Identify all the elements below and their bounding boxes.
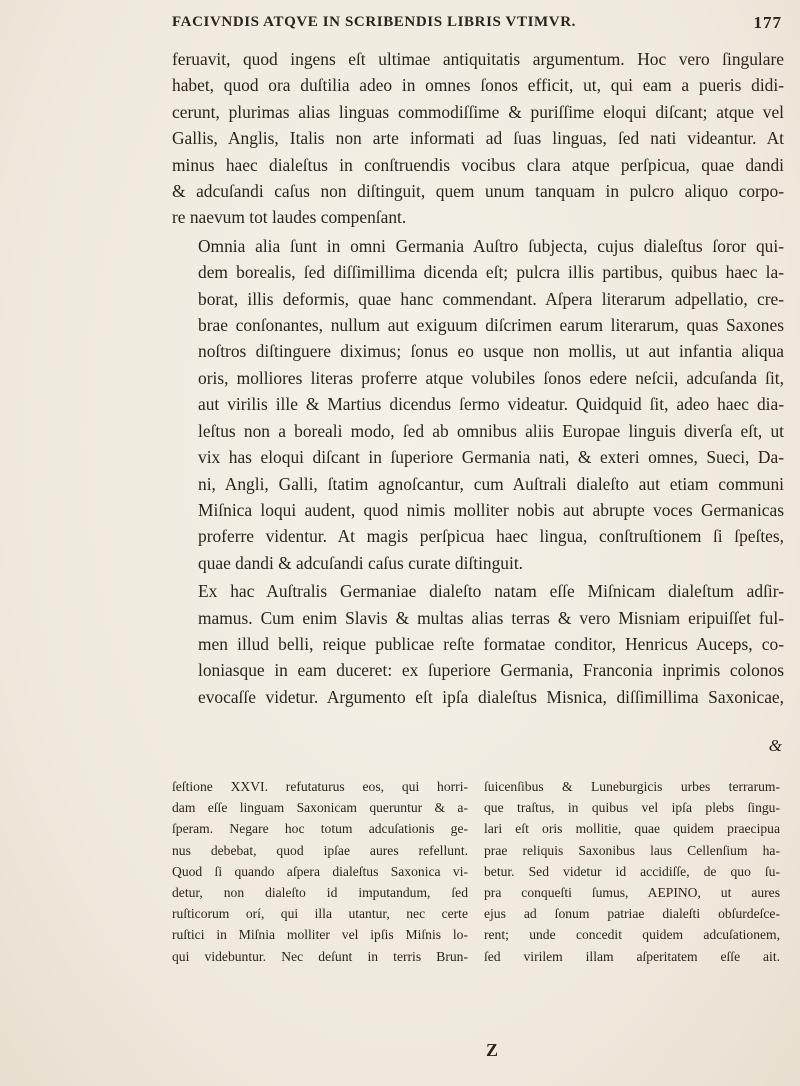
text-line: oris, molliores literas proferre atque volubiles ſonos edere neſcii, adcuſanda ſit, (198, 367, 784, 388)
text-line: & adcuſandi caſus non diſtinguit, quem unum tanquam in pulcro aliquo corpo- (172, 181, 784, 202)
footnote-line: ſed virilem illam aſperitatem eſſe ait. (484, 948, 780, 964)
page-header (172, 14, 782, 38)
footnote-line: prae reliquis Saxonibus laus Cellenſium ha- (484, 842, 780, 858)
paragraph (172, 46, 784, 231)
footnote-line: detur, non dialeſto id imputandum, ſed (172, 885, 468, 901)
text-line: feruavit, quod ingens eſt ultimae antiquitatis argumentum. Hoc vero ſingulare (172, 49, 784, 69)
footnote-line: ſeſtione XXVI. refutaturus eos, qui horri- (172, 779, 468, 794)
signature-mark: Z (486, 1040, 499, 1060)
footnote-line: Quod ſi quando aſpera dialeſtus Saxonica vi- (172, 863, 468, 879)
footnote-column-right (484, 776, 780, 967)
footnote-line: ſperam. Negare hoc totum adcuſationis ge- (172, 821, 468, 837)
text-line: dem borealis, ſed diſſimillima dicenda eſt; pulcra illis partibus, quibus haec la- (198, 262, 784, 283)
footnote-line: betur. Sed videtur id accidiſſe, de quo ſu- (484, 863, 780, 879)
paragraph (172, 578, 784, 710)
footnote-line: que traſtus, in quibus vel ipſa plebs ſingu- (484, 800, 780, 816)
text-line: ni, Angli, Galli, ſtatim agnoſcantur, cum Auſtrali dialeſto aut etiam communi (198, 473, 784, 494)
text-line: Gallis, Anglis, Italis non arte informati ad ſuas linguas, ſed nati videantur. At (172, 128, 784, 149)
footnote-line: pra conqueſti ſumus, AEPINO, ut aures (484, 885, 780, 901)
text-line: Miſnica loqui audent, quod nimis molliter nobis aut abrupte voces Germanicas (198, 499, 784, 520)
text-line: loniasque in eam duceret: ex ſuperiore Germania, Franconia inprimis colonos (198, 660, 784, 681)
text-line: aut virilis ille & Martius dicendus ſermo videatur. Quidquid ſit, adeo haec dia- (198, 394, 784, 415)
text-line: mamus. Cum enim Slavis & multas alias terras & vero Misniam eripuiſſet ful- (198, 607, 784, 628)
text-line: cerunt, plurimas alias linguas commodiſſime & puriſſime eloqui diſcant; atque vel (172, 101, 784, 122)
running-title: FACIVNDIS ATQVE IN SCRIBENDIS LIBRIS VTIMVR. (172, 14, 576, 30)
footnote-line: ruſticorum orí, qui illa utantur, nec certe (172, 906, 468, 922)
text-line: evocaſſe videtur. Argumento eſt ipſa dialeſtus Misnica, diſſimillima Saxonicae, (198, 686, 784, 707)
footnote-column-left (172, 776, 468, 967)
catchword: & (768, 736, 782, 755)
footnote-line: ruſtici in Miſnia molliter vel ipſis Miſnis lo- (172, 927, 468, 943)
text-line: Ex hac Auſtralis Germaniae dialeſto natam eſſe Miſnicam dialeſtum adſir- (198, 581, 784, 602)
paragraph (172, 233, 784, 576)
footnote-line: ejus ad ſonum patriae dialeſti obſurdeſce- (484, 906, 780, 922)
footnotes (172, 776, 784, 1046)
text-line: brae conſonantes, nullum aut exiguum diſcrimen earum literarum, quas Saxones (198, 315, 784, 336)
text-line: habet, quod ora duſtilia adeo in omnes ſonos efficit, ut, qui eam a pueris didi- (172, 75, 784, 96)
text-line: vix has eloqui diſcant in ſuperiore Germania nati, & exteri omnes, Sueci, Da- (198, 447, 784, 468)
text-line: leſtus non a boreali modo, ſed ab omnibus aliis Europae linguis diverſa eſt, ut (198, 420, 784, 441)
text-line: re naevum tot laudes compenſant. (172, 207, 407, 228)
text-line: minus haec dialeſtus in conſtruendis vocibus clara atque perſpicua, quae dandi (172, 154, 784, 175)
text-line: men illud belli, reique publicae reſte formatae conditor, Henricus Auceps, co- (198, 633, 784, 654)
footnote-line: dam eſſe linguam Saxonicam queruntur & a- (172, 800, 468, 816)
text-line: noſtros diſtinguere diximus; ſonus eo usque non mollis, ut aut infantia aliqua (198, 341, 784, 362)
text-line: borat, illis deformis, quae hanc commendant. Aſpera literarum adpellatio, cre- (198, 288, 784, 309)
text-line: quae dandi & adcuſandi caſus curate diſtinguit. (198, 552, 524, 573)
footnote-line: nus debebat, quod ipſae aures refellunt. (172, 842, 468, 858)
page-number: 177 (753, 13, 782, 32)
footnote-line: ſuicenſibus & Luneburgicis urbes terrarum- (484, 779, 780, 794)
footnote-line: rent; unde concedit quidem adcuſationem, (484, 927, 780, 943)
text-line: proferre videntur. At magis perſpicua haec lingua, conſtruſtionem ſi ſpeſtes, (198, 526, 784, 547)
main-text (172, 46, 784, 710)
footnote-line: lari eſt oris mollitie, quae quidem praecipua (484, 821, 780, 837)
footnote-line: qui videbuntur. Nec deſunt in terris Brun- (172, 948, 468, 964)
text-line: Omnia alia ſunt in omni Germania Auſtro ſubjecta, cujus dialeſtus ſoror qui- (198, 235, 784, 256)
